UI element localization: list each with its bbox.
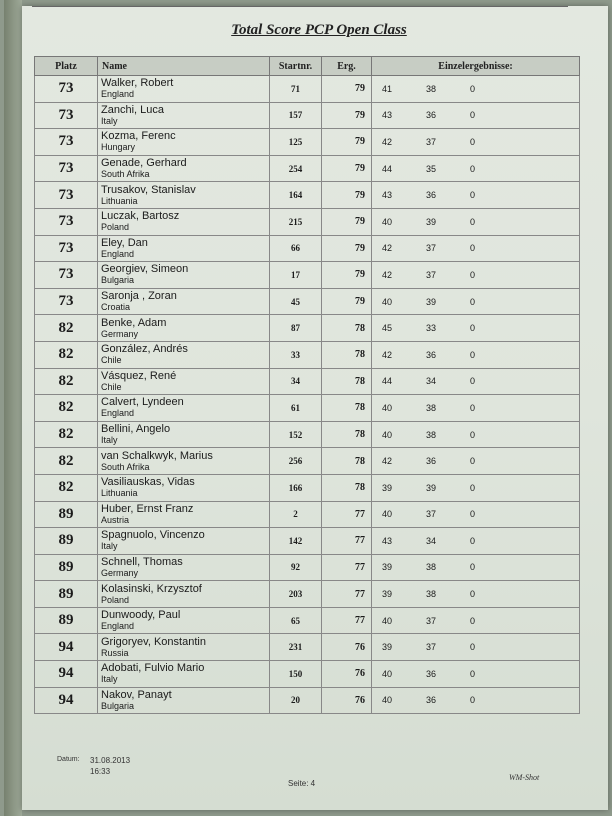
result-1: 40 [382, 216, 393, 227]
table-row [35, 474, 580, 501]
athlete-name: Calvert, Lyndeen [101, 396, 184, 409]
name-cell [98, 341, 270, 368]
individual-results-cell [372, 262, 580, 289]
result-1: 43 [382, 190, 393, 201]
document-page [22, 6, 608, 810]
name-cell [98, 448, 270, 475]
name-cell [98, 607, 270, 634]
start-number-cell: 65 [270, 607, 322, 634]
header-startnr: Startnr. [270, 57, 322, 76]
rank-cell: 82 [35, 395, 98, 422]
rank-cell: 94 [35, 687, 98, 714]
result-2: 38 [426, 429, 437, 440]
rank-cell: 94 [35, 634, 98, 661]
table-row [35, 421, 580, 448]
start-number-cell: 164 [270, 182, 322, 209]
table-row [35, 634, 580, 661]
total-score-cell: 76 [322, 634, 372, 661]
rank-cell: 73 [35, 102, 98, 129]
individual-results-cell [372, 235, 580, 262]
individual-results-cell [372, 528, 580, 555]
start-number-cell: 166 [270, 474, 322, 501]
total-score-cell: 78 [322, 368, 372, 395]
table-row [35, 262, 580, 289]
result-1: 45 [382, 323, 393, 334]
result-2: 36 [426, 456, 437, 467]
top-rule [32, 6, 568, 7]
name-cell [98, 581, 270, 608]
result-2: 39 [426, 216, 437, 227]
total-score-cell: 79 [322, 208, 372, 235]
name-cell [98, 129, 270, 156]
athlete-country: Russia [101, 647, 129, 658]
result-2: 37 [426, 642, 437, 653]
result-1: 39 [382, 589, 393, 600]
result-3: 0 [470, 695, 476, 706]
name-cell [98, 235, 270, 262]
folder-rail [4, 0, 22, 816]
total-score-cell: 79 [322, 182, 372, 209]
header-name: Name [98, 57, 270, 76]
result-1: 39 [382, 562, 393, 573]
total-score-cell: 79 [322, 262, 372, 289]
individual-results-cell [372, 607, 580, 634]
athlete-country: Italy [101, 435, 118, 446]
individual-results-cell [372, 395, 580, 422]
rank-cell: 73 [35, 182, 98, 209]
start-number-cell: 33 [270, 341, 322, 368]
individual-results-cell [372, 288, 580, 315]
total-score-cell: 76 [322, 687, 372, 714]
result-2: 39 [426, 296, 437, 307]
result-2: 37 [426, 615, 437, 626]
table-row [35, 182, 580, 209]
athlete-name: Benke, Adam [101, 316, 167, 329]
name-cell [98, 421, 270, 448]
result-2: 38 [426, 83, 437, 94]
individual-results-cell [372, 581, 580, 608]
start-number-cell: 66 [270, 235, 322, 262]
result-3: 0 [470, 110, 476, 121]
result-2: 38 [426, 402, 437, 413]
total-score-cell: 77 [322, 581, 372, 608]
athlete-name: Trusakov, Stanislav [101, 183, 196, 196]
result-3: 0 [470, 642, 476, 653]
result-3: 0 [470, 402, 476, 413]
start-number-cell: 71 [270, 76, 322, 103]
individual-results-cell [372, 182, 580, 209]
athlete-name: Zanchi, Luca [101, 103, 164, 116]
athlete-name: Spagnuolo, Vincenzo [101, 529, 205, 542]
result-2: 37 [426, 136, 437, 147]
footer-time: 16:33 [90, 767, 111, 776]
result-1: 42 [382, 243, 393, 254]
start-number-cell: 92 [270, 554, 322, 581]
rank-cell: 89 [35, 528, 98, 555]
result-2: 39 [426, 482, 437, 493]
individual-results-cell [372, 661, 580, 688]
start-number-cell: 256 [270, 448, 322, 475]
result-1: 42 [382, 269, 393, 280]
name-cell [98, 182, 270, 209]
total-score-cell: 77 [322, 554, 372, 581]
result-1: 40 [382, 668, 393, 679]
name-cell [98, 661, 270, 688]
rank-cell: 73 [35, 76, 98, 103]
individual-results-cell [372, 102, 580, 129]
result-1: 42 [382, 456, 393, 467]
individual-results-cell [372, 76, 580, 103]
result-3: 0 [470, 615, 476, 626]
name-cell [98, 368, 270, 395]
table-row [35, 315, 580, 342]
name-cell [98, 634, 270, 661]
table-header-row [35, 57, 580, 76]
athlete-country: Austria [101, 514, 130, 525]
athlete-country: Bulgaria [101, 700, 135, 711]
athlete-country: England [101, 621, 135, 632]
page-number: Seite: 4 [288, 779, 316, 788]
athlete-name: Eley, Dan [101, 236, 148, 249]
results-table [34, 56, 580, 714]
individual-results-cell [372, 448, 580, 475]
start-number-cell: 152 [270, 421, 322, 448]
total-score-cell: 79 [322, 155, 372, 182]
start-number-cell: 87 [270, 315, 322, 342]
rank-cell: 73 [35, 235, 98, 262]
result-2: 38 [426, 562, 437, 573]
name-cell [98, 262, 270, 289]
rank-cell: 89 [35, 554, 98, 581]
footer-date: 31.08.2013 [90, 756, 131, 765]
athlete-name: Kolasinski, Krzysztof [101, 582, 202, 595]
rank-cell: 94 [35, 661, 98, 688]
result-3: 0 [470, 509, 476, 520]
athlete-name: Grigoryev, Konstantin [101, 635, 206, 648]
athlete-country: Hungary [101, 142, 136, 153]
start-number-cell: 231 [270, 634, 322, 661]
table-row [35, 607, 580, 634]
result-3: 0 [470, 216, 476, 227]
result-3: 0 [470, 163, 476, 174]
table-row [35, 102, 580, 129]
rank-cell: 89 [35, 581, 98, 608]
name-cell [98, 208, 270, 235]
start-number-cell: 150 [270, 661, 322, 688]
result-3: 0 [470, 535, 476, 546]
result-2: 38 [426, 589, 437, 600]
result-2: 37 [426, 509, 437, 520]
athlete-name: Walker, Robert [101, 77, 174, 90]
athlete-name: Genade, Gerhard [101, 157, 187, 170]
table-body [35, 76, 580, 714]
start-number-cell: 125 [270, 129, 322, 156]
start-number-cell: 2 [270, 501, 322, 528]
athlete-country: Chile [101, 355, 122, 366]
table-row [35, 235, 580, 262]
athlete-name: Saronja , Zoran [101, 290, 177, 303]
header-einzel: Einzelergebnisse: [372, 57, 580, 76]
result-3: 0 [470, 456, 476, 467]
result-3: 0 [470, 482, 476, 493]
start-number-cell: 61 [270, 395, 322, 422]
athlete-country: Croatia [101, 302, 131, 313]
rank-cell: 82 [35, 315, 98, 342]
athlete-country: Poland [101, 222, 130, 233]
result-2: 36 [426, 695, 437, 706]
result-1: 40 [382, 429, 393, 440]
result-1: 40 [382, 509, 393, 520]
result-3: 0 [470, 243, 476, 254]
result-1: 40 [382, 296, 393, 307]
athlete-name: van Schalkwyk, Marius [101, 449, 213, 462]
total-score-cell: 79 [322, 235, 372, 262]
total-score-cell: 78 [322, 395, 372, 422]
result-3: 0 [470, 269, 476, 280]
athlete-name: Luczak, Bartosz [101, 210, 180, 223]
result-1: 44 [382, 376, 393, 387]
name-cell [98, 501, 270, 528]
rank-cell: 73 [35, 262, 98, 289]
result-3: 0 [470, 589, 476, 600]
name-cell [98, 288, 270, 315]
total-score-cell: 79 [322, 288, 372, 315]
result-1: 43 [382, 535, 393, 546]
athlete-name: Bellini, Angelo [101, 423, 171, 436]
rank-cell: 82 [35, 421, 98, 448]
athlete-country: Poland [101, 594, 130, 605]
individual-results-cell [372, 315, 580, 342]
total-score-cell: 79 [322, 102, 372, 129]
name-cell [98, 474, 270, 501]
start-number-cell: 142 [270, 528, 322, 555]
table-row [35, 155, 580, 182]
name-cell [98, 76, 270, 103]
athlete-country: South Afrika [101, 169, 150, 180]
name-cell [98, 155, 270, 182]
result-1: 40 [382, 615, 393, 626]
result-2: 34 [426, 376, 437, 387]
table-row [35, 368, 580, 395]
rank-cell: 73 [35, 129, 98, 156]
athlete-country: Italy [101, 541, 118, 552]
rank-cell: 82 [35, 448, 98, 475]
table-row [35, 129, 580, 156]
athlete-country: Lithuania [101, 488, 138, 499]
rank-cell: 73 [35, 208, 98, 235]
individual-results-cell [372, 501, 580, 528]
result-2: 37 [426, 243, 437, 254]
watermark-text: WM-Shot [509, 773, 540, 782]
athlete-name: Dunwoody, Paul [101, 609, 181, 622]
rank-cell: 82 [35, 341, 98, 368]
start-number-cell: 17 [270, 262, 322, 289]
individual-results-cell [372, 687, 580, 714]
athlete-country: Germany [101, 328, 139, 339]
athlete-name: Nakov, Panayt [101, 688, 172, 701]
individual-results-cell [372, 129, 580, 156]
table-row [35, 448, 580, 475]
table-row [35, 341, 580, 368]
result-1: 44 [382, 163, 393, 174]
athlete-country: South Afrika [101, 461, 150, 472]
name-cell [98, 528, 270, 555]
result-2: 36 [426, 668, 437, 679]
total-score-cell: 76 [322, 661, 372, 688]
header-erg: Erg. [322, 57, 372, 76]
table-row [35, 661, 580, 688]
table-row [35, 687, 580, 714]
total-score-cell: 77 [322, 501, 372, 528]
result-3: 0 [470, 136, 476, 147]
athlete-country: Lithuania [101, 195, 138, 206]
result-1: 41 [382, 83, 393, 94]
table-row [35, 208, 580, 235]
individual-results-cell [372, 155, 580, 182]
header-platz: Platz [35, 57, 98, 76]
result-2: 36 [426, 349, 437, 360]
athlete-country: England [101, 89, 135, 100]
result-3: 0 [470, 376, 476, 387]
name-cell [98, 102, 270, 129]
start-number-cell: 254 [270, 155, 322, 182]
start-number-cell: 20 [270, 687, 322, 714]
athlete-name: Vásquez, René [101, 369, 177, 382]
table-row [35, 288, 580, 315]
athlete-name: Schnell, Thomas [101, 555, 183, 568]
result-1: 42 [382, 136, 393, 147]
table-row [35, 554, 580, 581]
result-2: 36 [426, 110, 437, 121]
athlete-name: Kozma, Ferenc [101, 130, 176, 143]
athlete-country: England [101, 408, 135, 419]
start-number-cell: 157 [270, 102, 322, 129]
name-cell [98, 395, 270, 422]
total-score-cell: 78 [322, 341, 372, 368]
name-cell [98, 554, 270, 581]
result-2: 35 [426, 163, 437, 174]
rank-cell: 82 [35, 368, 98, 395]
result-2: 37 [426, 269, 437, 280]
rank-cell: 82 [35, 474, 98, 501]
athlete-country: Chile [101, 381, 122, 392]
athlete-country: Italy [101, 674, 118, 685]
individual-results-cell [372, 341, 580, 368]
result-3: 0 [470, 429, 476, 440]
start-number-cell: 215 [270, 208, 322, 235]
result-3: 0 [470, 190, 476, 201]
individual-results-cell [372, 634, 580, 661]
result-2: 34 [426, 535, 437, 546]
start-number-cell: 45 [270, 288, 322, 315]
individual-results-cell [372, 421, 580, 448]
athlete-country: Germany [101, 567, 139, 578]
individual-results-cell [372, 368, 580, 395]
datum-label: Datum: [57, 756, 80, 763]
athlete-country: Bulgaria [101, 275, 135, 286]
total-score-cell: 78 [322, 474, 372, 501]
result-1: 39 [382, 642, 393, 653]
table-row [35, 501, 580, 528]
individual-results-cell [372, 554, 580, 581]
rank-cell: 89 [35, 607, 98, 634]
table-row [35, 528, 580, 555]
athlete-name: Georgiev, Simeon [101, 263, 189, 276]
total-score-cell: 78 [322, 448, 372, 475]
start-number-cell: 34 [270, 368, 322, 395]
result-1: 39 [382, 482, 393, 493]
total-score-cell: 79 [322, 129, 372, 156]
rank-cell: 73 [35, 155, 98, 182]
athlete-name: Vasiliauskas, Vidas [101, 476, 195, 489]
individual-results-cell [372, 208, 580, 235]
athlete-country: Italy [101, 115, 118, 126]
start-number-cell: 203 [270, 581, 322, 608]
name-cell [98, 687, 270, 714]
athlete-name: González, Andrés [101, 343, 188, 356]
result-3: 0 [470, 562, 476, 573]
result-1: 40 [382, 695, 393, 706]
total-score-cell: 79 [322, 76, 372, 103]
result-3: 0 [470, 323, 476, 334]
individual-results-cell [372, 474, 580, 501]
athlete-name: Huber, Ernst Franz [101, 502, 194, 515]
rank-cell: 89 [35, 501, 98, 528]
name-cell [98, 315, 270, 342]
table-row [35, 395, 580, 422]
result-1: 42 [382, 349, 393, 360]
result-3: 0 [470, 83, 476, 94]
total-score-cell: 77 [322, 607, 372, 634]
result-2: 33 [426, 323, 437, 334]
result-3: 0 [470, 349, 476, 360]
page-title: Total Score PCP Open Class [231, 22, 407, 38]
result-3: 0 [470, 668, 476, 679]
athlete-name: Adobati, Fulvio Mario [101, 662, 205, 675]
result-1: 43 [382, 110, 393, 121]
rank-cell: 73 [35, 288, 98, 315]
result-3: 0 [470, 296, 476, 307]
result-1: 40 [382, 402, 393, 413]
result-2: 36 [426, 190, 437, 201]
table-row [35, 581, 580, 608]
total-score-cell: 77 [322, 528, 372, 555]
total-score-cell: 78 [322, 421, 372, 448]
athlete-country: England [101, 248, 135, 259]
table-row [35, 76, 580, 103]
total-score-cell: 78 [322, 315, 372, 342]
